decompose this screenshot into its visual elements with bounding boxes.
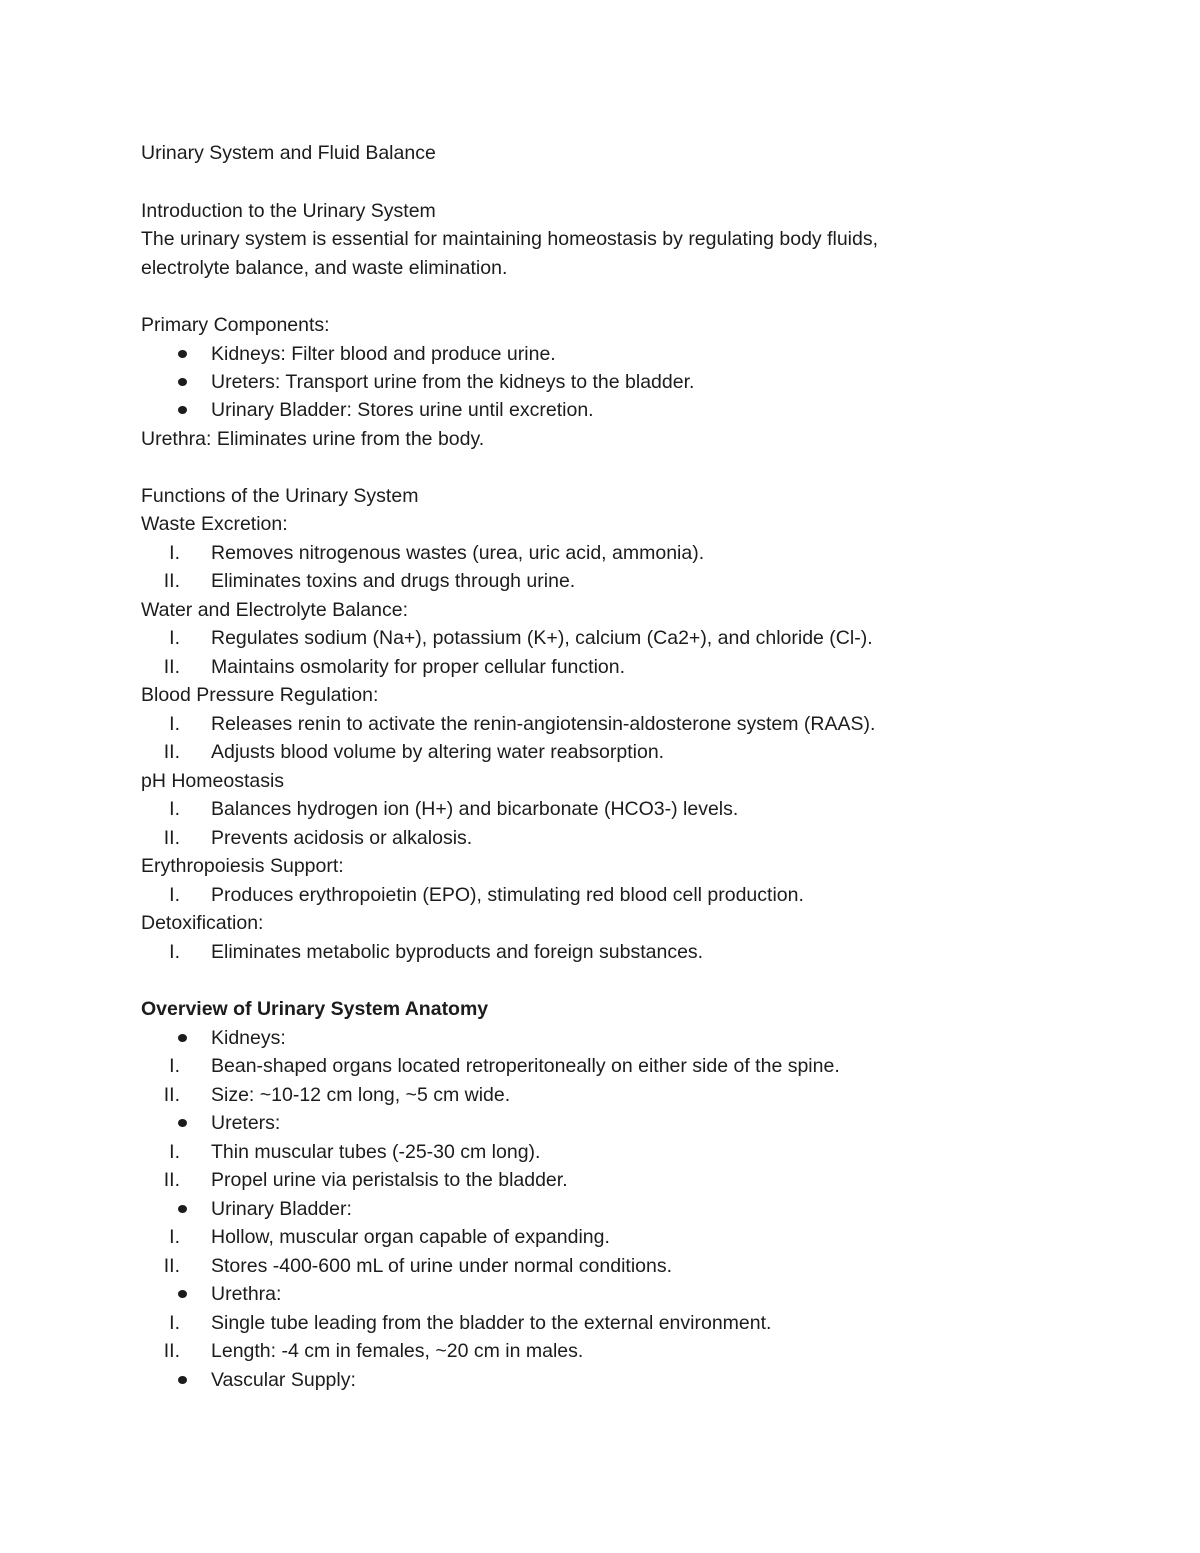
function-item: Eliminates metabolic byproducts and foreign substances. <box>211 941 704 963</box>
components-heading: Primary Components: <box>141 314 330 336</box>
intro-paragraph-line-1: The urinary system is essential for maintaining homeostasis by regulating body fluids, <box>141 228 879 250</box>
function-item: Maintains osmolarity for proper cellular function. <box>211 656 626 678</box>
function-item: Prevents acidosis or alkalosis. <box>211 827 473 849</box>
list-numeral: I. <box>169 798 180 820</box>
component-item-kidneys: Kidneys: Filter blood and produce urine. <box>211 343 556 365</box>
list-numeral: I. <box>169 713 180 735</box>
function-group-label: Blood Pressure Regulation: <box>141 684 379 706</box>
list-numeral: I. <box>169 542 180 564</box>
list-numeral: I. <box>169 1226 180 1248</box>
bullet-icon <box>178 1024 188 1053</box>
bullet-icon <box>178 368 188 397</box>
list-numeral: II. <box>163 741 180 763</box>
list-numeral: II. <box>163 1169 180 1191</box>
document-title: Urinary System and Fluid Balance <box>141 142 436 164</box>
intro-paragraph-line-2: electrolyte balance, and waste elimination. <box>141 257 508 279</box>
function-group-label: pH Homeostasis <box>141 770 285 792</box>
bullet-icon <box>178 1366 188 1395</box>
function-item: Adjusts blood volume by altering water reabsorption. <box>211 741 665 763</box>
list-numeral: II. <box>163 1255 180 1277</box>
list-numeral: II. <box>163 656 180 678</box>
component-urethra-line: Urethra: Eliminates urine from the body. <box>141 428 485 450</box>
function-group-label: Detoxification: <box>141 912 264 934</box>
intro-heading: Introduction to the Urinary System <box>141 200 436 222</box>
anatomy-item: Hollow, muscular organ capable of expanding. <box>211 1226 610 1248</box>
bullet-icon <box>178 1280 188 1309</box>
bullet-icon <box>178 396 188 425</box>
anatomy-section-label: Ureters: <box>211 1112 281 1134</box>
anatomy-heading: Overview of Urinary System Anatomy <box>141 998 489 1020</box>
functions-heading: Functions of the Urinary System <box>141 485 419 507</box>
list-numeral: I. <box>169 627 180 649</box>
anatomy-item: Bean-shaped organs located retroperitoneally on either side of the spine. <box>211 1055 840 1077</box>
anatomy-item: Propel urine via peristalsis to the bladder. <box>211 1169 568 1191</box>
bullet-icon <box>178 1195 188 1224</box>
function-item: Balances hydrogen ion (H+) and bicarbonate (HCO3-) levels. <box>211 798 739 820</box>
component-item-bladder: Urinary Bladder: Stores urine until excretion. <box>211 399 594 421</box>
anatomy-section-label: Urinary Bladder: <box>211 1198 352 1220</box>
list-numeral: I. <box>169 941 180 963</box>
function-item: Regulates sodium (Na+), potassium (K+), calcium (Ca2+), and chloride (Cl-). <box>211 627 873 649</box>
list-numeral: II. <box>163 827 180 849</box>
list-numeral: I. <box>169 884 180 906</box>
bullet-icon <box>178 340 188 369</box>
function-item: Releases renin to activate the renin-angiotensin-aldosterone system (RAAS). <box>211 713 876 735</box>
anatomy-section-label: Kidneys: <box>211 1027 286 1049</box>
anatomy-item: Single tube leading from the bladder to the external environment. <box>211 1312 772 1334</box>
list-numeral: I. <box>169 1312 180 1334</box>
function-group-label: Water and Electrolyte Balance: <box>141 599 408 621</box>
anatomy-section-label: Vascular Supply: <box>211 1369 356 1391</box>
function-group-label: Erythropoiesis Support: <box>141 855 344 877</box>
list-numeral: II. <box>163 570 180 592</box>
list-numeral: II. <box>163 1340 180 1362</box>
function-item: Eliminates toxins and drugs through urine. <box>211 570 576 592</box>
function-item: Produces erythropoietin (EPO), stimulating red blood cell production. <box>211 884 804 906</box>
anatomy-item: Stores -400-600 mL of urine under normal conditions. <box>211 1255 673 1277</box>
function-item: Removes nitrogenous wastes (urea, uric acid, ammonia). <box>211 542 705 564</box>
bullet-icon <box>178 1109 188 1138</box>
component-item-ureters: Ureters: Transport urine from the kidneys to the bladder. <box>211 371 695 393</box>
list-numeral: I. <box>169 1055 180 1077</box>
anatomy-section-label: Urethra: <box>211 1283 282 1305</box>
anatomy-item: Size: ~10-12 cm long, ~5 cm wide. <box>211 1084 511 1106</box>
anatomy-item: Thin muscular tubes (-25-30 cm long). <box>211 1141 541 1163</box>
list-numeral: I. <box>169 1141 180 1163</box>
function-group-label: Waste Excretion: <box>141 513 288 535</box>
anatomy-item: Length: -4 cm in females, ~20 cm in males. <box>211 1340 584 1362</box>
list-numeral: II. <box>163 1084 180 1106</box>
